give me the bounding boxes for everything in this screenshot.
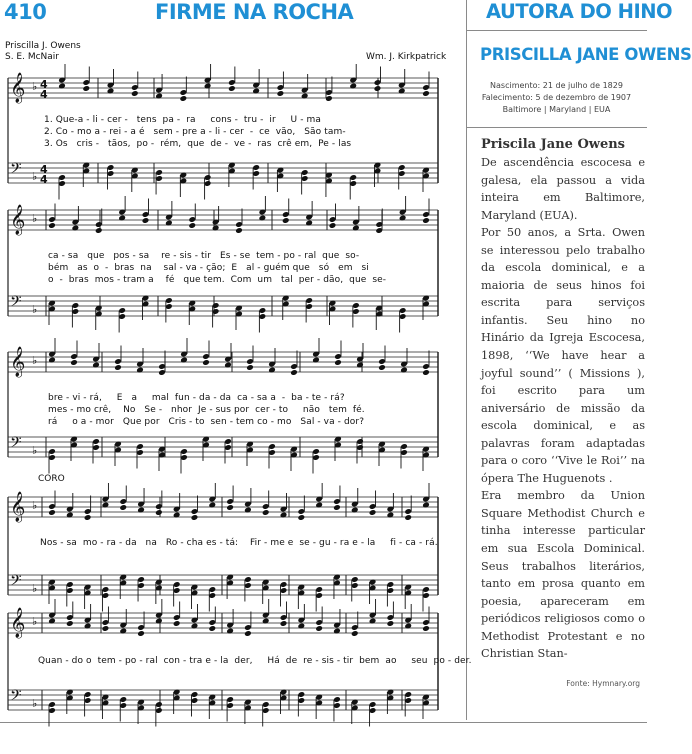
composer-credit: Wm. J. Kirkpatrick xyxy=(366,52,447,62)
time-signature: 4 xyxy=(40,173,48,186)
note-head xyxy=(246,364,254,371)
treble-clef-icon: 𝄞 xyxy=(10,608,26,638)
note-head xyxy=(137,630,145,637)
flat-icon: ♭ xyxy=(32,499,38,512)
note-head xyxy=(155,509,163,516)
flat-icon: ♭ xyxy=(32,212,38,225)
lyric-line: mes - mo crê, No Se - nhor Je - sus por cer - to não tem fé. xyxy=(48,405,365,415)
page-bottom-rule xyxy=(0,722,647,723)
lyric-line: 3. Os cris - tãos, po - rém, que de - ve - ras crê em, Pe - las xyxy=(44,139,352,149)
note-head xyxy=(95,227,103,234)
note-head xyxy=(84,514,92,521)
note-head xyxy=(422,369,430,376)
bass-clef-icon: 𝄢 xyxy=(10,434,22,455)
treble-clef-icon: 𝄞 xyxy=(10,492,26,522)
note-head xyxy=(387,620,395,627)
note-head xyxy=(298,514,306,521)
note-head xyxy=(142,217,150,224)
author-name: Priscila Jane Owens xyxy=(481,137,626,152)
note-head xyxy=(70,359,78,366)
author-name-heading: PRISCILLA JANE OWENS xyxy=(480,45,692,64)
birth-place: Baltimore | Maryland | EUA xyxy=(502,105,611,114)
note-head xyxy=(48,222,56,229)
flat-icon: ♭ xyxy=(32,697,38,710)
note-head xyxy=(334,359,342,366)
note-head xyxy=(277,90,285,97)
bass-clef-icon: 𝄢 xyxy=(10,687,22,708)
hymn-title: FIRME NA ROCHA xyxy=(155,0,354,24)
note-head xyxy=(82,85,90,92)
note-head xyxy=(329,222,337,229)
note-head xyxy=(333,504,341,511)
lyric-line: ca - sa que pos - sa re - sis - tir Es - se tem - po - ral que so- xyxy=(48,251,360,261)
treble-clef-icon: 𝄞 xyxy=(10,347,26,377)
note-head xyxy=(290,369,298,376)
author-biography xyxy=(481,154,645,663)
note-head xyxy=(422,217,430,224)
lyric-line: Nos - sa mo - ra - da na Ro - cha es - tá: Fir - me e se - gu - ra e - la fi - ca - rá. xyxy=(40,538,438,548)
flat-icon: ♭ xyxy=(32,80,38,93)
time-signature: 4 xyxy=(40,163,48,176)
translator-credit: S. E. McNair xyxy=(5,52,60,62)
bio-paragraph: Por 50 anos, a Srta. Owen se interessou pelo trabalho da escola dominical, e a maioria de seus hinos foi escrita para serviços infantis. Seu hino no Hinário da Igreja Escocesa, 1898, ‘‘We have hear a joyful sound’’ ( Missions ), foi escrito para um aniversário de missão da escola dominical, e as palavras foram adaptadas para o coro ‘‘Vive le Roi’’ na ópera The Huguenots . xyxy=(481,226,645,485)
bass-clef-icon: 𝄢 xyxy=(10,572,22,593)
note-head xyxy=(208,625,216,632)
note-head xyxy=(102,625,110,632)
flat-icon: ♭ xyxy=(32,582,38,595)
note-head xyxy=(422,625,430,632)
flat-icon: ♭ xyxy=(32,444,38,457)
lyric-line: bre - vi - rá, E a mal fun - da - da ca - sa a - ba - te - rá? xyxy=(48,393,345,403)
sidebar-heading: AUTORA DO HINO xyxy=(486,0,673,23)
flat-icon: ♭ xyxy=(32,615,38,628)
note-head xyxy=(226,504,234,511)
note-head xyxy=(202,359,210,366)
note-head xyxy=(173,620,181,627)
note-head xyxy=(119,504,127,511)
note-head xyxy=(244,630,252,637)
lyric-line: bém as o - bras na sal - va - ção; E al - guém que só em si xyxy=(48,263,369,273)
note-head xyxy=(404,514,412,521)
bio-paragraph: De ascendência escocesa e galesa, ela passou a vida inteira em Baltimore, Maryland (EUA). xyxy=(481,156,645,222)
source-credit: Fonte: Hymnary.org xyxy=(566,679,640,688)
note-head xyxy=(114,364,122,371)
lyric-line: Quan - do o tem - po - ral con - tra e - la der, Há de re - sis - tir bem ao seu po - der. xyxy=(38,656,472,666)
sidebar-divider xyxy=(466,127,647,128)
lyric-line: rá o a - mor Que por Cris - to sen - tem co - mo Sal - va - dor? xyxy=(48,417,365,427)
note-head xyxy=(228,85,236,92)
note-head xyxy=(131,90,139,97)
lyric-line: 1. Que-a - li - cer - tens pa - ra cons - tru - ir U - ma xyxy=(44,115,321,125)
bio-paragraph: Era membro da Union Square Methodist Church e tinha interesse particular em sua Escola Dominical. Seus trabalhos literários, tanto em prosa quanto em poesia, apareceram em periódicos religiosos como o Methodist Protestant e no Christian Stan- xyxy=(481,489,645,661)
bass-clef-icon: 𝄢 xyxy=(10,160,22,181)
note-head xyxy=(66,620,74,627)
lyric-line: 2. Co - mo a - rei - a é sem - pre a - li - cer - ce vão, São tam- xyxy=(44,127,346,137)
note-head xyxy=(191,514,199,521)
note-head xyxy=(180,95,188,102)
flat-icon: ♭ xyxy=(32,354,38,367)
note-head xyxy=(235,227,243,234)
flat-icon: ♭ xyxy=(32,170,38,183)
lyric-line: o - bras mos - tram a fé que tem. Com um tal per - dão, que se- xyxy=(48,275,387,285)
note-head xyxy=(262,509,270,516)
note-head xyxy=(188,222,196,229)
coro-label: CORO xyxy=(38,474,65,484)
bass-clef-icon: 𝄢 xyxy=(10,293,22,314)
time-signature: 4 xyxy=(40,88,48,101)
note-head xyxy=(378,364,386,371)
flat-icon: ♭ xyxy=(32,303,38,316)
treble-clef-icon: 𝄞 xyxy=(10,73,26,103)
death-date: Falecimento: 5 de dezembro de 1907 xyxy=(481,93,632,102)
note-head xyxy=(351,630,359,637)
note-head xyxy=(374,85,382,92)
note-head xyxy=(315,625,323,632)
sidebar-divider xyxy=(466,30,647,31)
birth-date: Nascimento: 21 de julho de 1829 xyxy=(490,81,623,90)
note-head xyxy=(48,509,56,516)
lyricist-credit: Priscilla J. Owens xyxy=(5,41,81,51)
treble-clef-icon: 𝄞 xyxy=(10,205,26,235)
hymn-number: 410 xyxy=(4,0,47,24)
note-head xyxy=(422,90,430,97)
note-head xyxy=(282,217,290,224)
note-head xyxy=(280,620,288,627)
note-head xyxy=(369,509,377,516)
time-signature: 4 xyxy=(40,78,48,91)
